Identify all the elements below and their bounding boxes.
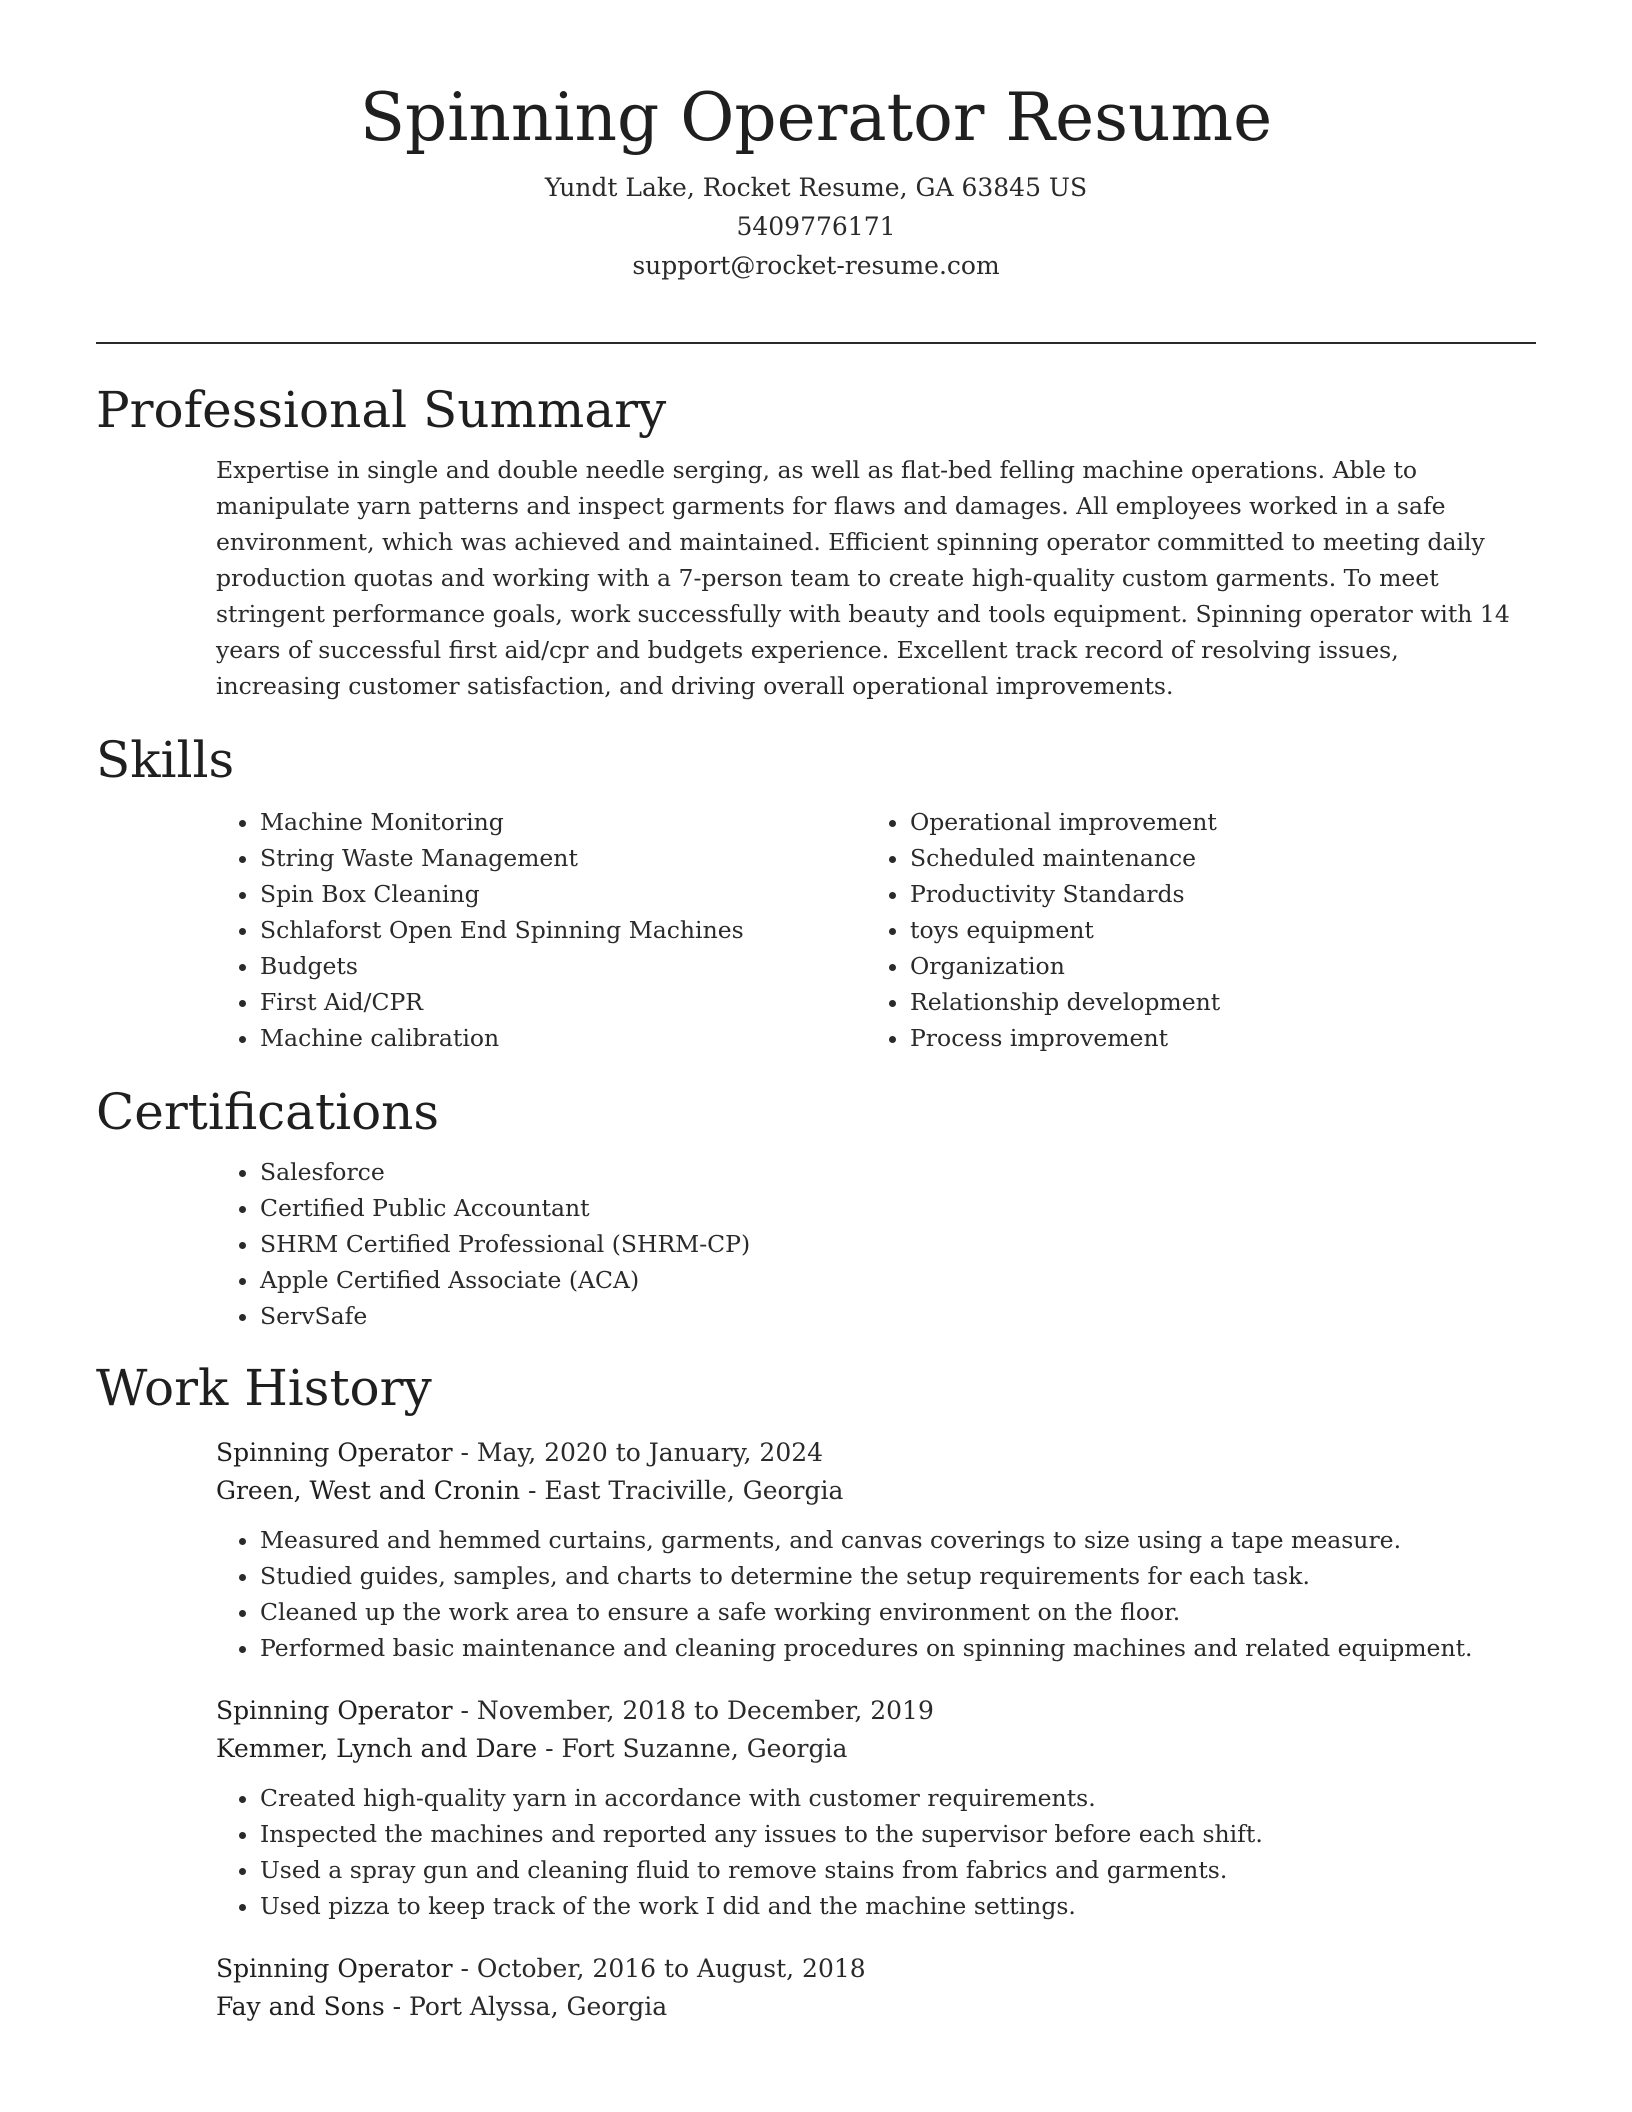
skills-heading: Skills: [96, 731, 235, 789]
work-history-section: [96, 1358, 1536, 2026]
job-title-line: Spinning Operator - November, 2018 to December, 2019: [216, 1696, 934, 1725]
certification-item: • ServSafe: [260, 1298, 1536, 1334]
header-divider: [96, 342, 1536, 344]
job-company-line: Kemmer, Lynch and Dare - Fort Suzanne, Georgia: [216, 1734, 848, 1763]
job-entry: [216, 1434, 1536, 1666]
skill-item: • Scheduled maintenance: [910, 840, 1396, 876]
job-bullet: • Used pizza to keep track of the work I did and the machine settings.: [260, 1888, 1536, 1924]
skill-item: • Relationship development: [910, 984, 1396, 1020]
skill-item: • Process improvement: [910, 1020, 1396, 1056]
job-bullet: • Cleaned up the work area to ensure a safe working environment on the floor.: [260, 1594, 1536, 1630]
job-role: Spinning Operator: [216, 1954, 453, 1983]
job-company: Fay and Sons: [216, 1992, 385, 2021]
job-bullet: • Used a spray gun and cleaning fluid to remove stains from fabrics and garments.: [260, 1852, 1536, 1888]
job-bullet: • Measured and hemmed curtains, garments, and canvas coverings to size using a tape measure.: [260, 1522, 1536, 1558]
page-title: Spinning Operator Resume: [359, 79, 1273, 156]
job-bullet: • Studied guides, samples, and charts to determine the setup requirements for each task.: [260, 1558, 1536, 1594]
job-location: Fort Suzanne, Georgia: [561, 1734, 848, 1763]
certifications-section: [96, 1082, 1536, 1334]
job-title-line: Spinning Operator - October, 2016 to August, 2018: [216, 1954, 866, 1983]
certifications-heading: Certifications: [96, 1083, 440, 1141]
job-bullet: • Performed basic maintenance and cleaning procedures on spinning machines and related equipment.: [260, 1630, 1536, 1666]
contact-email: support@rocket-resume.com: [632, 250, 1000, 280]
contact-phone: 5409776171: [736, 211, 896, 241]
summary-section: [96, 380, 1536, 704]
job-entry: [216, 1950, 1536, 2026]
job-bullet: • Inspected the machines and reported any issues to the supervisor before each shift.: [260, 1816, 1536, 1852]
job-company: Green, West and Cronin: [216, 1476, 521, 1505]
job-role: Spinning Operator: [216, 1696, 453, 1725]
skills-list-left: [96, 804, 746, 1056]
certification-item: • Salesforce: [260, 1154, 1536, 1190]
skill-item: • First Aid/CPR: [260, 984, 746, 1020]
skills-grid: [96, 804, 1536, 1056]
skill-item: • Budgets: [260, 948, 746, 984]
job-company-line: Green, West and Cronin - East Traciville, Georgia: [216, 1476, 844, 1505]
certification-item: • Apple Certified Associate (ACA): [260, 1262, 1536, 1298]
job-title-line: Spinning Operator - May, 2020 to January, 2024: [216, 1438, 824, 1467]
job-role: Spinning Operator: [216, 1438, 453, 1467]
skill-item: • Machine Monitoring: [260, 804, 746, 840]
job-company: Kemmer, Lynch and Dare: [216, 1734, 538, 1763]
summary-text: Expertise in single and double needle serging, as well as flat-bed felling machine operations. Able to manipulate yarn patterns and inspect garments for flaws and damages. All employees worked in a safe environment, which was achieved and maintained. Efficient spinning operator committed to meeting daily production quotas and working with a 7-person team to create high-quality custom garments. To meet stringent performance goals, work successfully with beauty and tools equipment. Spinning operator with 14 years of successful first aid/cpr and budgets experience. Excellent track record of resolving issues, increasing customer satisfaction, and driving overall operational improvements.: [216, 456, 1510, 700]
skill-item: • Productivity Standards: [910, 876, 1396, 912]
skills-list-right: [746, 804, 1396, 1056]
certifications-list: [96, 1154, 1536, 1334]
contact-address: Yundt Lake, Rocket Resume, GA 63845 US: [544, 172, 1088, 202]
resume-header: [0, 0, 1632, 285]
summary-heading: Professional Summary: [96, 381, 667, 439]
job-entry: [216, 1692, 1536, 1924]
skill-item: • String Waste Management: [260, 840, 746, 876]
job-location: Port Alyssa, Georgia: [409, 1992, 668, 2021]
skill-item: • Schlaforst Open End Spinning Machines: [260, 912, 746, 948]
job-bullets: [216, 1780, 1536, 1924]
job-bullet: • Created high-quality yarn in accordance with customer requirements.: [260, 1780, 1536, 1816]
skill-item: • toys equipment: [910, 912, 1396, 948]
skills-section: [96, 730, 1536, 1056]
skill-item: • Organization: [910, 948, 1396, 984]
skill-item: • Spin Box Cleaning: [260, 876, 746, 912]
work-history-heading: Work History: [96, 1359, 432, 1417]
skill-item: • Operational improvement: [910, 804, 1396, 840]
skill-item: • Machine calibration: [260, 1020, 746, 1056]
job-company-line: Fay and Sons - Port Alyssa, Georgia: [216, 1992, 668, 2021]
job-dates: October, 2016 to August, 2018: [476, 1954, 866, 1983]
job-dates: May, 2020 to January, 2024: [476, 1438, 824, 1467]
job-bullets: [216, 1522, 1536, 1666]
contact-block: [0, 168, 1632, 285]
job-location: East Traciville, Georgia: [544, 1476, 844, 1505]
certification-item: • Certified Public Accountant: [260, 1190, 1536, 1226]
resume-content: [96, 380, 1536, 2026]
job-dates: November, 2018 to December, 2019: [476, 1696, 934, 1725]
certification-item: • SHRM Certified Professional (SHRM-CP): [260, 1226, 1536, 1262]
